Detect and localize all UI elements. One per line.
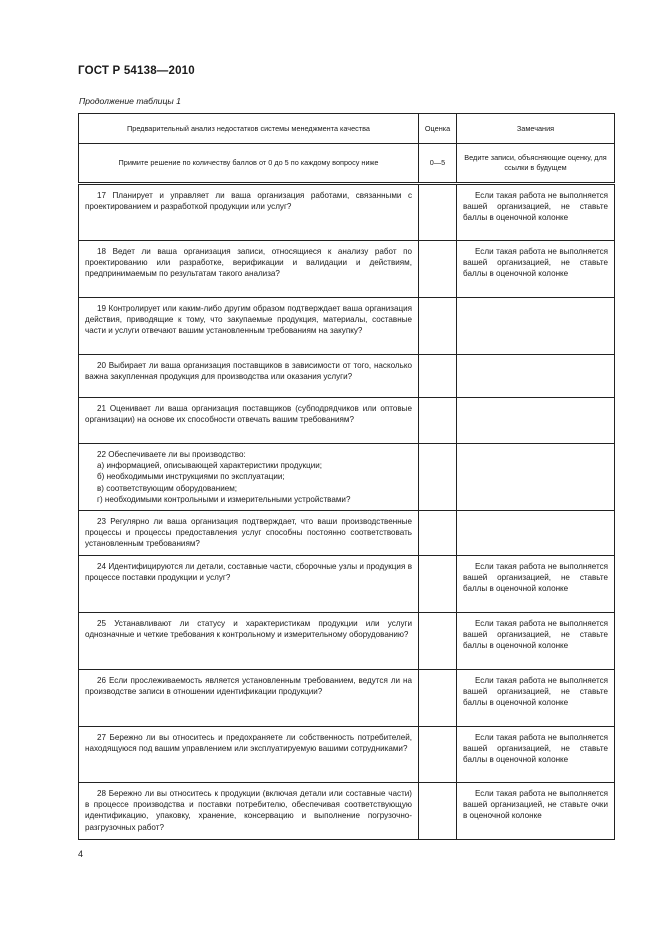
list-item: г) необходимыми контрольными и измерительными устройствами? xyxy=(97,494,351,504)
table-caption: Продолжение таблицы 1 xyxy=(79,96,181,106)
score-cell xyxy=(419,727,457,783)
subheader-instruction: Примите решение по количеству баллов от 0 до 5 по каждому вопросу ниже xyxy=(79,144,419,184)
table-row xyxy=(79,298,615,355)
table-row xyxy=(79,355,615,398)
table-row xyxy=(79,727,615,783)
score-cell xyxy=(419,355,457,398)
remark-cell xyxy=(457,511,615,556)
question-cell: 25 Устанавливают ли статусу и характеристикам продукции или услуги однозначные и четкие требования к контрольному и измерительному оборудованию? xyxy=(79,613,419,670)
header-score: Оценка xyxy=(419,114,457,144)
score-cell xyxy=(419,670,457,727)
score-cell xyxy=(419,556,457,613)
remark-cell: Если такая работа не выполняется вашей организацией, не ставьте баллы в оценочной колонке xyxy=(457,727,615,783)
header-analysis: Предварительный анализ недостатков системы менеджмента качества xyxy=(79,114,419,144)
list-item: а) информацией, описывающей характеристики продукции; xyxy=(97,461,322,471)
question-cell: 23 Регулярно ли ваша организация подтверждает, что ваши производственные процессы и процессы предоставления услуг способны постоянно соответствовать установленным требованиям? xyxy=(79,511,419,556)
question-cell: 28 Бережно ли вы относитесь к продукции (включая детали или составные части) в процессе производства и поставки потребителю, обеспечивая соответствующую идентификацию, упаковку, хранение, консервацию и выполнение погрузочно-разгрузочных работ? xyxy=(79,783,419,840)
table-header-row xyxy=(79,114,615,144)
score-cell xyxy=(419,184,457,241)
table-row xyxy=(79,184,615,241)
page-number: 4 xyxy=(78,849,84,859)
table-row xyxy=(79,613,615,670)
question-cell: 19 Контролирует или каким-либо другим образом подтверждает ваша организация действия, приводящие к тому, что закупаемые продукция, материалы, составные части и услуги отвечают вашим установленным требованиям на закупку? xyxy=(79,298,419,355)
table-subheader-row xyxy=(79,144,615,184)
score-cell xyxy=(419,613,457,670)
remark-cell: Если такая работа не выполняется вашей организацией, не ставьте баллы в оценочной колонке xyxy=(457,556,615,613)
score-cell xyxy=(419,241,457,298)
list-item: б) необходимыми инструкциями по эксплуатации; xyxy=(97,472,285,482)
subheader-remarks-instruction: Ведите записи, объясняющие оценку, для ссылки в будущем xyxy=(457,144,615,184)
question-cell: 24 Идентифицируются ли детали, составные части, сборочные узлы и продукция в процессе поставки продукции и услуг? xyxy=(79,556,419,613)
assessment-table xyxy=(78,113,615,840)
remark-cell: Если такая работа не выполняется вашей организацией, не ставьте очки в оценочной колонке xyxy=(457,783,615,840)
question-cell: 27 Бережно ли вы относитесь и предохраняете ли собственность потребителей, находящуюся под вашим управлением или эксплуатируемую вашими сотрудниками? xyxy=(79,727,419,783)
table-row xyxy=(79,511,615,556)
table-row xyxy=(79,444,615,511)
remark-cell xyxy=(457,398,615,444)
score-cell xyxy=(419,398,457,444)
table-row xyxy=(79,556,615,613)
remark-cell: Если такая работа не выполняется вашей организацией, не ставьте баллы в оценочной колонке xyxy=(457,670,615,727)
question-cell: 18 Ведет ли ваша организация записи, относящиеся к анализу работ по проектированию или разработке, верификации и валидации и действиям, предпринимаемым по результатам такого анализа? xyxy=(79,241,419,298)
table-row xyxy=(79,398,615,444)
remark-cell xyxy=(457,355,615,398)
remark-cell: Если такая работа не выполняется вашей организацией, не ставьте баллы в оценочной колонке xyxy=(457,184,615,241)
subheader-score-range: 0—5 xyxy=(419,144,457,184)
document-header: ГОСТ Р 54138—2010 xyxy=(78,65,195,77)
remark-cell xyxy=(457,444,615,511)
score-cell xyxy=(419,298,457,355)
header-remarks: Замечания xyxy=(457,114,615,144)
remark-cell: Если такая работа не выполняется вашей организацией, не ставьте баллы в оценочной колонке xyxy=(457,241,615,298)
question-cell: 22 Обеспечиваете ли вы производство: а) информацией, описывающей характеристики продукции; б) необходимыми инструкциями по эксплуатации; в) соответствующим оборудованием; г) необходимыми контрольными и измерительными устройствами? xyxy=(79,444,419,511)
question-cell: 21 Оценивает ли ваша организация поставщиков (субподрядчиков или оптовые организации) на основе их способности отвечать вашим требованиям? xyxy=(79,398,419,444)
score-cell xyxy=(419,444,457,511)
question-cell: 26 Если прослеживаемость является установленным требованием, ведутся ли на производстве записи в отношении идентификации продукции? xyxy=(79,670,419,727)
score-cell xyxy=(419,783,457,840)
table-row xyxy=(79,670,615,727)
question-cell: 17 Планирует и управляет ли ваша организация работами, связанными с проектированием и разработкой продукции или услуг? xyxy=(79,184,419,241)
remark-cell: Если такая работа не выполняется вашей организацией, не ставьте баллы в оценочной колонке xyxy=(457,613,615,670)
list-item: в) соответствующим оборудованием; xyxy=(97,483,238,493)
table-row xyxy=(79,241,615,298)
remark-cell xyxy=(457,298,615,355)
table-row xyxy=(79,783,615,840)
question-cell: 20 Выбирает ли ваша организация поставщиков в зависимости от того, насколько важна закупленная продукция для производства или оказания услуги? xyxy=(79,355,419,398)
score-cell xyxy=(419,511,457,556)
